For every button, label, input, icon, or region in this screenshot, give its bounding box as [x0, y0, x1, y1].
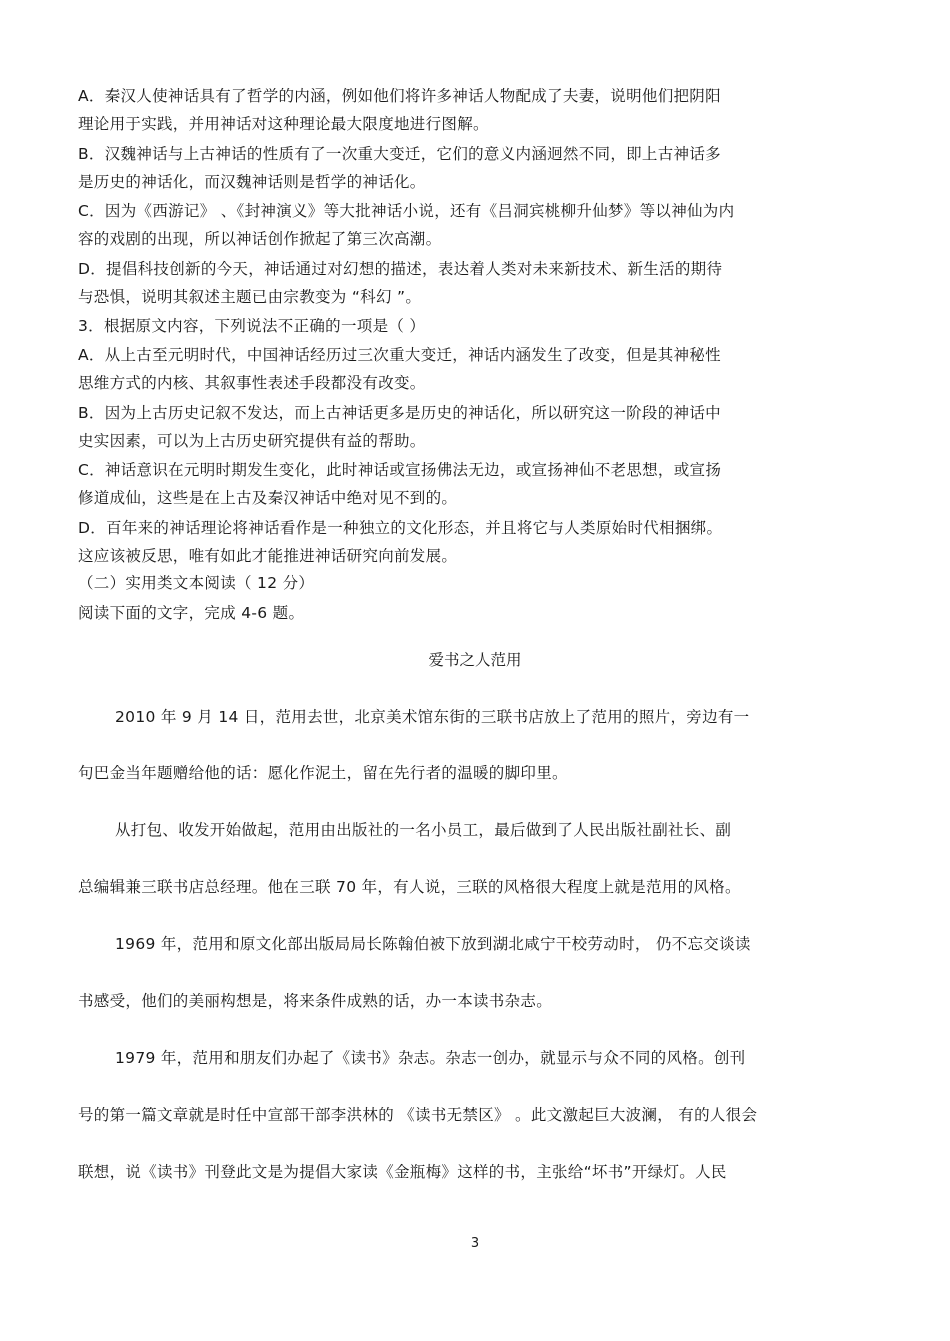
paragraph-1-line-2: 句巴金当年题赠给他的话：愿化作泥土，留在先行者的温暖的脚印里。 [78, 764, 568, 782]
question-3-stem: 3．根据原文内容，下列说法不正确的一项是（ ） [78, 317, 426, 335]
section-heading: （二）实用类文本阅读（ 12 分） [78, 574, 315, 592]
option-3b-line-1: B．因为上古历史记叙不发达，而上古神话更多是历史的神话化，所以研究这一阶段的神话中 [78, 404, 721, 422]
paragraph-2-line-2: 总编辑兼三联书店总经理。他在三联 70 年，有人说，三联的风格很大程度上就是范用的风格。 [78, 878, 741, 896]
option-2c-line-1: C．因为《西游记》 、《封神演义》等大批神话小说，还有《吕洞宾桃柳升仙梦》等以神仙为内 [78, 202, 735, 220]
paragraph-4-line-1: 1979 年，范用和朋友们办起了《读书》杂志。杂志一创办，就显示与众不同的风格。创刊 [115, 1049, 746, 1067]
paragraph-1-line-1: 2010 年 9 月 14 日，范用去世，北京美术馆东街的三联书店放上了范用的照片，旁边有一 [115, 708, 750, 726]
option-2d-line-1: D．提倡科技创新的今天，神话通过对幻想的描述，表达着人类对未来新技术、新生活的期待 [78, 260, 723, 278]
page-number: 3 [470, 1236, 480, 1251]
option-3b-line-2: 史实因素，可以为上古历史研究提供有益的帮助。 [78, 432, 426, 450]
option-3d-line-2: 这应该被反思，唯有如此才能推进神话研究向前发展。 [78, 547, 458, 565]
option-2b-line-1: B．汉魏神话与上古神话的性质有了一次重大变迁，它们的意义内涵迥然不同，即上古神话多 [78, 145, 721, 163]
paragraph-2-line-1: 从打包、收发开始做起，范用由出版社的一名小员工，最后做到了人民出版社副社长、副 [115, 821, 732, 839]
option-2a-line-1: A．秦汉人使神话具有了哲学的内涵，例如他们将许多神话人物配成了夫妻，说明他们把阴阳 [78, 87, 721, 105]
paragraph-3-line-2: 书感受，他们的美丽构想是，将来条件成熟的话，办一本读书杂志。 [78, 992, 553, 1010]
article-title: 爱书之人范用 [428, 651, 522, 669]
option-2a-line-2: 理论用于实践，并用神话对这种理论最大限度地进行图解。 [78, 115, 489, 133]
option-2c-line-2: 容的戏剧的出现，所以神话创作掀起了第三次高潮。 [78, 230, 442, 248]
option-2b-line-2: 是历史的神话化，而汉魏神话则是哲学的神话化。 [78, 173, 426, 191]
paragraph-4-line-2: 号的第一篇文章就是时任中宣部干部李洪林的 《读书无禁区》 。此文激起巨大波澜， 有的人很会 [78, 1106, 758, 1124]
option-2d-line-2: 与恐惧，说明其叙述主题已由宗教变为 “科幻 ”。 [78, 288, 422, 306]
paragraph-4-line-3: 联想，说《读书》刊登此文是为提倡大家读《金瓶梅》这样的书，主张给“坏书”开绿灯。人民 [78, 1163, 727, 1181]
paragraph-3-line-1: 1969 年，范用和原文化部出版局局长陈翰伯被下放到湖北咸宁干校劳动时， 仍不忘交谈读 [115, 935, 751, 953]
option-3d-line-1: D．百年来的神话理论将神话看作是一种独立的文化形态，并且将它与人类原始时代相捆绑。 [78, 519, 723, 537]
option-3a-line-1: A．从上古至元明时代，中国神话经历过三次重大变迁，神话内涵发生了改变，但是其神秘性 [78, 346, 721, 364]
section-instruction: 阅读下面的文字，完成 4-6 题。 [78, 604, 305, 622]
option-3c-line-1: C．神话意识在元明时期发生变化，此时神话或宣扬佛法无边，或宣扬神仙不老思想，或宣扬 [78, 461, 722, 479]
option-3a-line-2: 思维方式的内核、其叙事性表述手段都没有改变。 [78, 374, 426, 392]
option-3c-line-2: 修道成仙，这些是在上古及秦汉神话中绝对见不到的。 [78, 489, 458, 507]
